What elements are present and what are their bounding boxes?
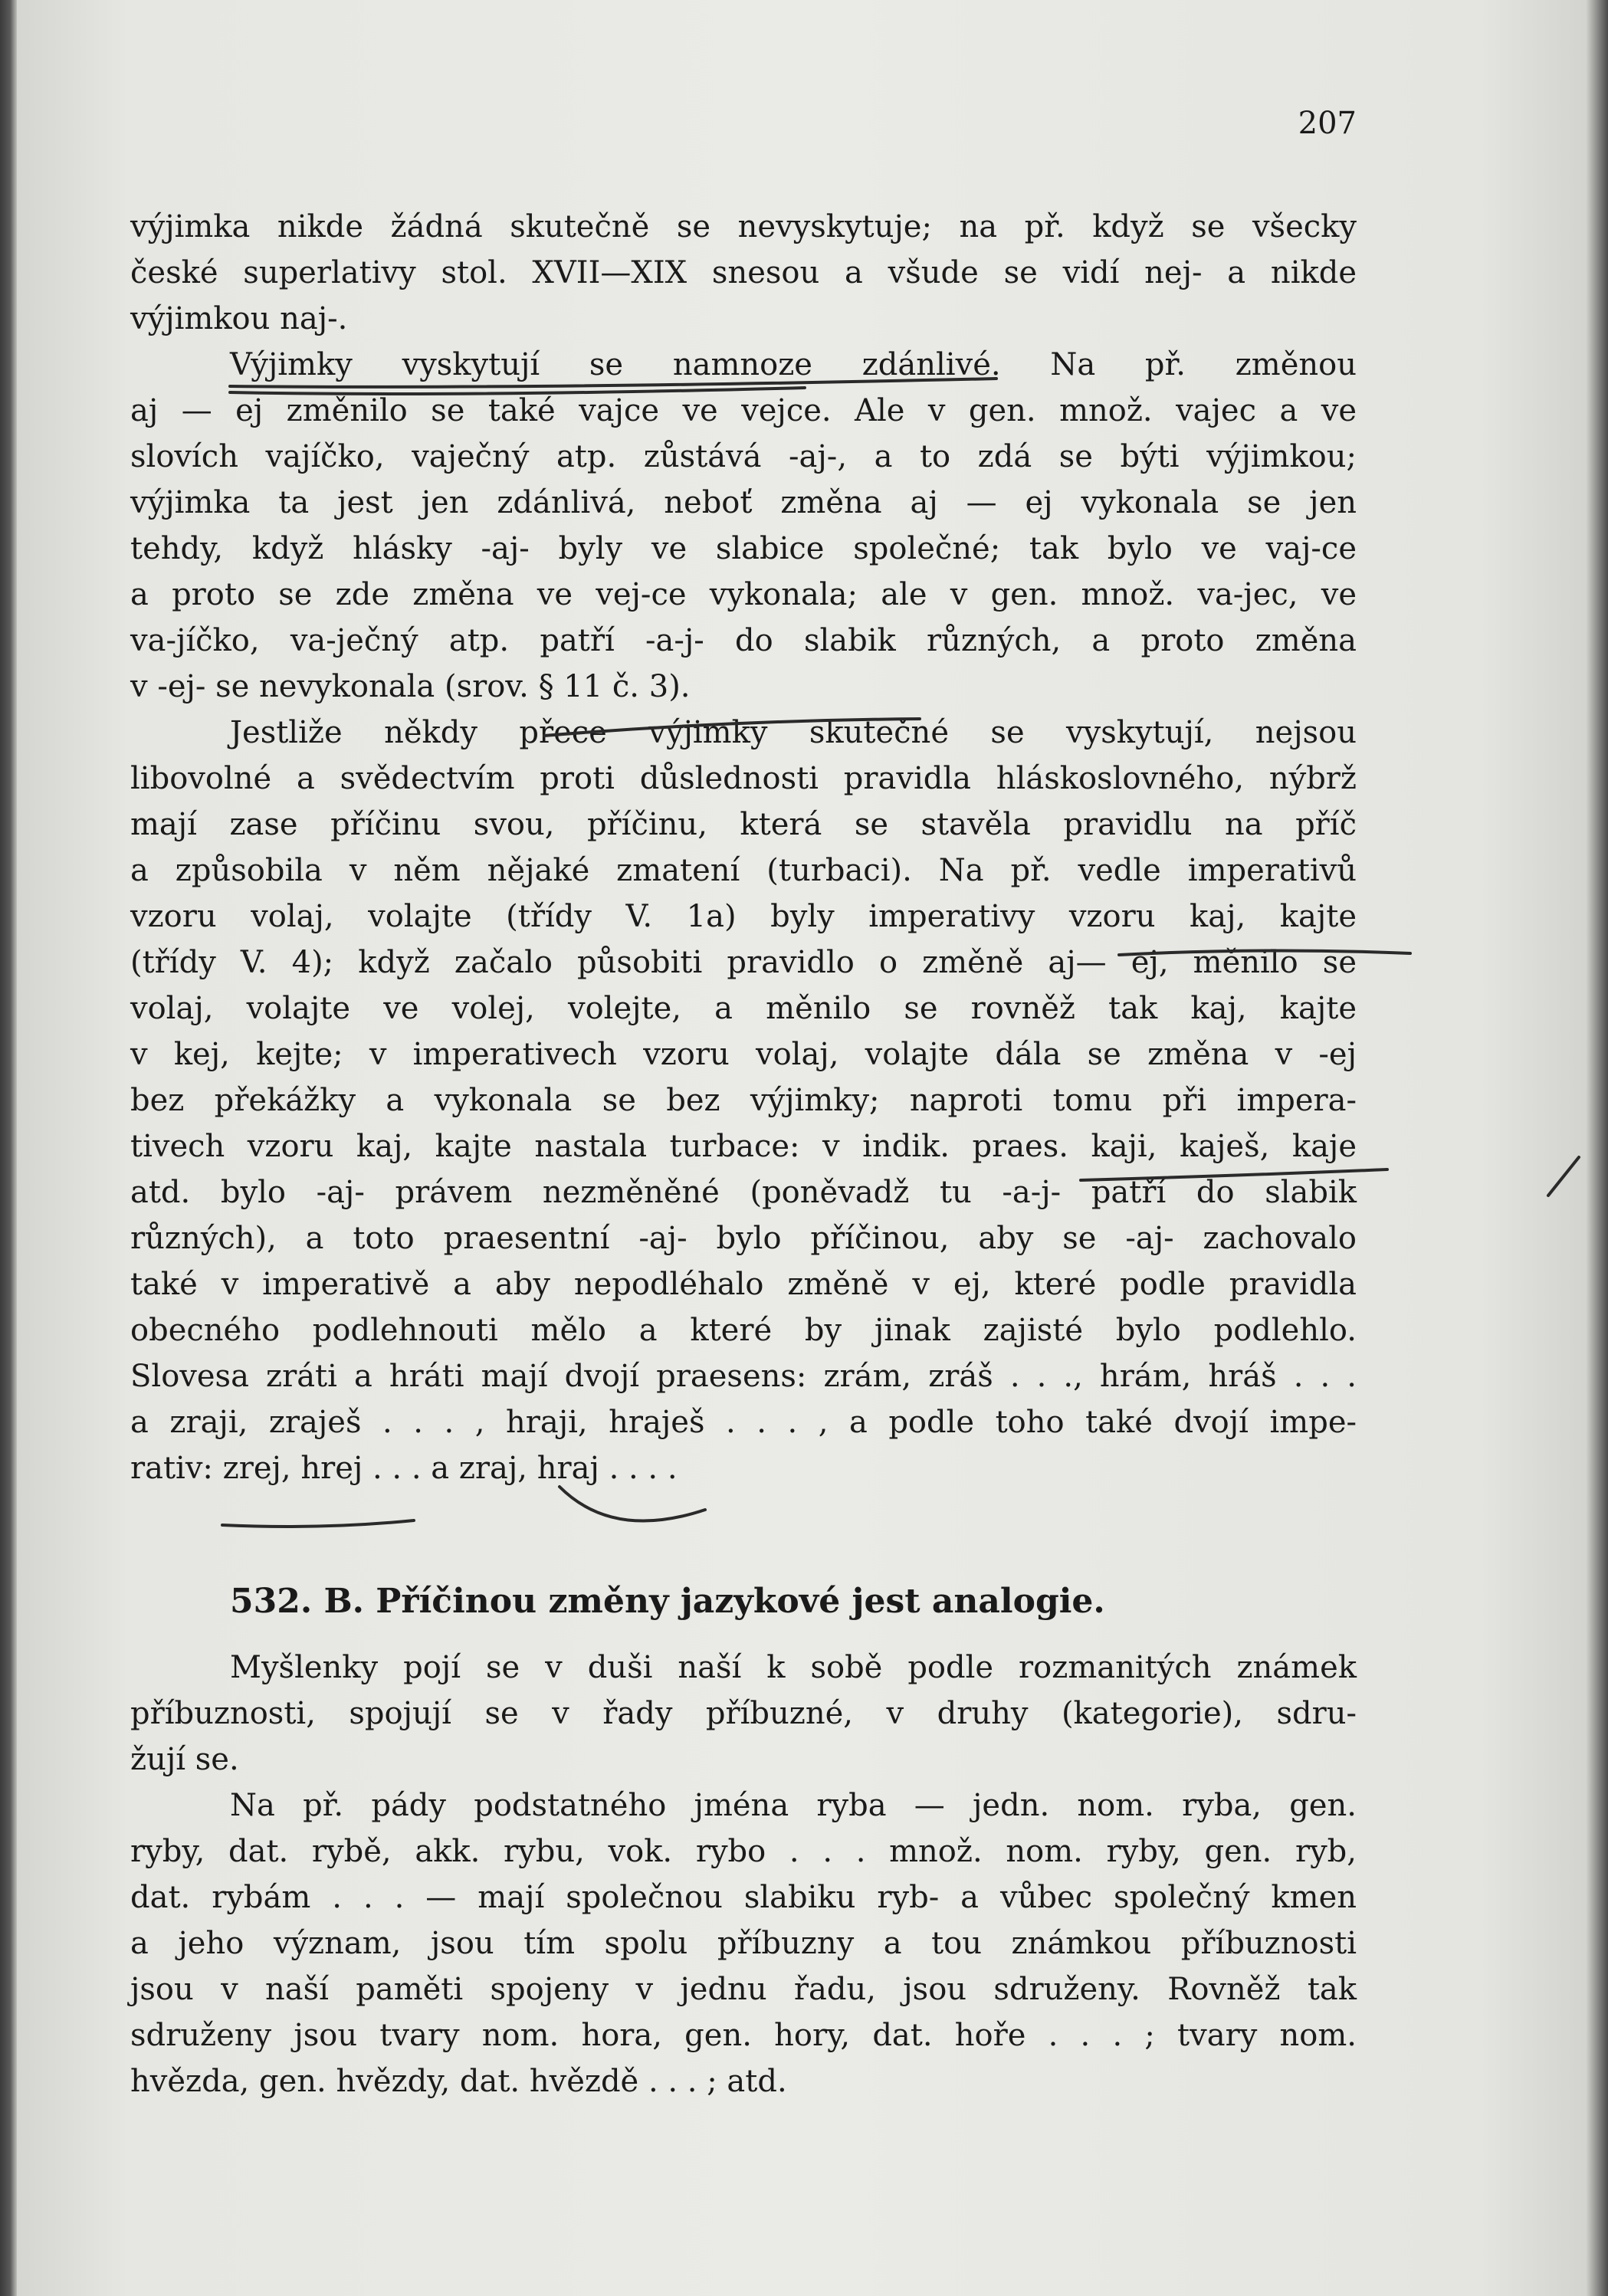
- text-line: také v imperativě a aby nepodléhalo změně v ej, které podle pravidla: [130, 1267, 1357, 1302]
- tick-mark: [1548, 1157, 1579, 1196]
- text-line: Na př. pády podstatného jména ryba — jedn. nom. ryba, gen.: [230, 1788, 1357, 1823]
- text-line: volaj, volajte ve volej, volejte, a měnilo se rovněž tak kaj, kajte: [130, 991, 1357, 1026]
- text-line: slovích vajíčko, vaječný atp. zůstává -aj-, a to zdá se býti výjimkou;: [130, 439, 1357, 474]
- text-line: Myšlenky pojí se v duši naší k sobě podle rozmanitých známek: [230, 1650, 1357, 1685]
- text-line: aj — ej změnilo se také vajce ve vejce. Ale v gen. množ. vajec a ve: [130, 393, 1357, 428]
- text-line: žují se.: [130, 1742, 239, 1777]
- underline-mark: [1081, 1169, 1387, 1180]
- text-line: tivech vzoru kaj, kajte nastala turbace: v indik. praes. kaji, kaješ, kaje: [130, 1129, 1357, 1164]
- text-line: a jeho význam, jsou tím spolu příbuzny a tou známkou příbuznosti: [130, 1926, 1357, 1961]
- text-line: a proto se zde změna ve vej-ce vykonala; ale v gen. množ. va-jec, ve: [130, 577, 1357, 612]
- text-line: sdruženy jsou tvary nom. hora, gen. hory, dat. hoře . . . ; tvary nom.: [130, 2018, 1357, 2053]
- text-line: české superlativy stol. XVII—XIX snesou a všude se vidí nej- a nikde: [130, 255, 1357, 290]
- text-line: atd. bylo -aj- právem nezměněné (poněvadž tu -a-j- patří do slabik: [130, 1175, 1357, 1210]
- text-line: tehdy, když hlásky -aj- byly ve slabice společné; tak bylo ve vaj-ce: [130, 531, 1357, 566]
- underline-mark: [222, 1520, 414, 1527]
- text-line: vzoru volaj, volajte (třídy V. 1a) byly imperativy vzoru kaj, kajte: [130, 899, 1357, 934]
- underline-mark: [1119, 950, 1410, 955]
- text-line: výjimka ta jest jen zdánlivá, neboť změna aj — ej vykonala se jen: [130, 485, 1357, 520]
- text-line: bez překážky a vykonala se bez výjimky; naproti tomu při impera-: [130, 1083, 1357, 1118]
- text-line: a způsobila v něm nějaké zmatení (turbaci). Na př. vedle imperativů: [130, 853, 1357, 888]
- text-line: va-jíčko, va-ječný atp. patří -a-j- do slabik různých, a proto změna: [130, 623, 1357, 658]
- curve-mark: [560, 1487, 705, 1521]
- text-line: výjimka nikde žádná skutečně se nevyskytuje; na př. když se všecky: [130, 209, 1357, 244]
- text-line: Slovesa zráti a hráti mají dvojí praesens: zrám, zráš . . ., hrám, hráš . . .: [130, 1359, 1357, 1394]
- page-number: 207: [1298, 106, 1357, 141]
- text-line: (třídy V. 4); když začalo působiti pravidlo o změně aj— ej, měnilo se: [130, 945, 1357, 980]
- text-line: hvězda, gen. hvězdy, dat. hvězdě . . . ; atd.: [130, 2064, 787, 2099]
- text-line: Výjimky vyskytují se namnoze zdánlivé. Na př. změnou: [230, 347, 1357, 382]
- text-line: libovolné a svědectvím proti důslednosti pravidla hláskoslovného, nýbrž: [130, 761, 1357, 796]
- text-line: příbuznosti, spojují se v řady příbuzné, v druhy (kategorie), sdru-: [130, 1696, 1357, 1731]
- underline-mark: [230, 388, 805, 394]
- text-line: Jestliže někdy přece výjimky skutečné se vyskytují, nejsou: [230, 715, 1357, 750]
- text-line: různých), a toto praesentní -aj- bylo příčinou, aby se -aj- zachovalo: [130, 1221, 1357, 1256]
- underline-mark: [230, 379, 996, 387]
- arrow-mark: [544, 719, 920, 736]
- text-line: jsou v naší paměti spojeny v jednu řadu, jsou sdruženy. Rovněž tak: [130, 1972, 1357, 2007]
- text-line: ryby, dat. rybě, akk. rybu, vok. rybo . . . množ. nom. ryby, gen. ryb,: [130, 1834, 1357, 1869]
- text-line: v kej, kejte; v imperativech vzoru volaj, volajte dála se změna v -ej: [130, 1037, 1357, 1072]
- text-line: obecného podlehnouti mělo a které by jinak zajisté bylo podlehlo.: [130, 1313, 1357, 1348]
- text-line: rativ: zrej, hrej . . . a zraj, hraj . . . .: [130, 1451, 678, 1486]
- text-line: výjimkou naj-.: [130, 301, 348, 336]
- text-line: a zraji, zraješ . . . , hraji, hraješ . . . , a podle toho také dvojí impe-: [130, 1405, 1357, 1440]
- text-line: v -ej- se nevykonala (srov. § 11 č. 3).: [130, 669, 691, 704]
- text-line: dat. rybám . . . — mají společnou slabiku ryb- a vůbec společný kmen: [130, 1880, 1357, 1915]
- text-line: mají zase příčinu svou, příčinu, která se stavěla pravidlu na příč: [130, 807, 1357, 842]
- section-heading: 532. B. Příčinou změny jazykové jest analogie.: [230, 1582, 1105, 1621]
